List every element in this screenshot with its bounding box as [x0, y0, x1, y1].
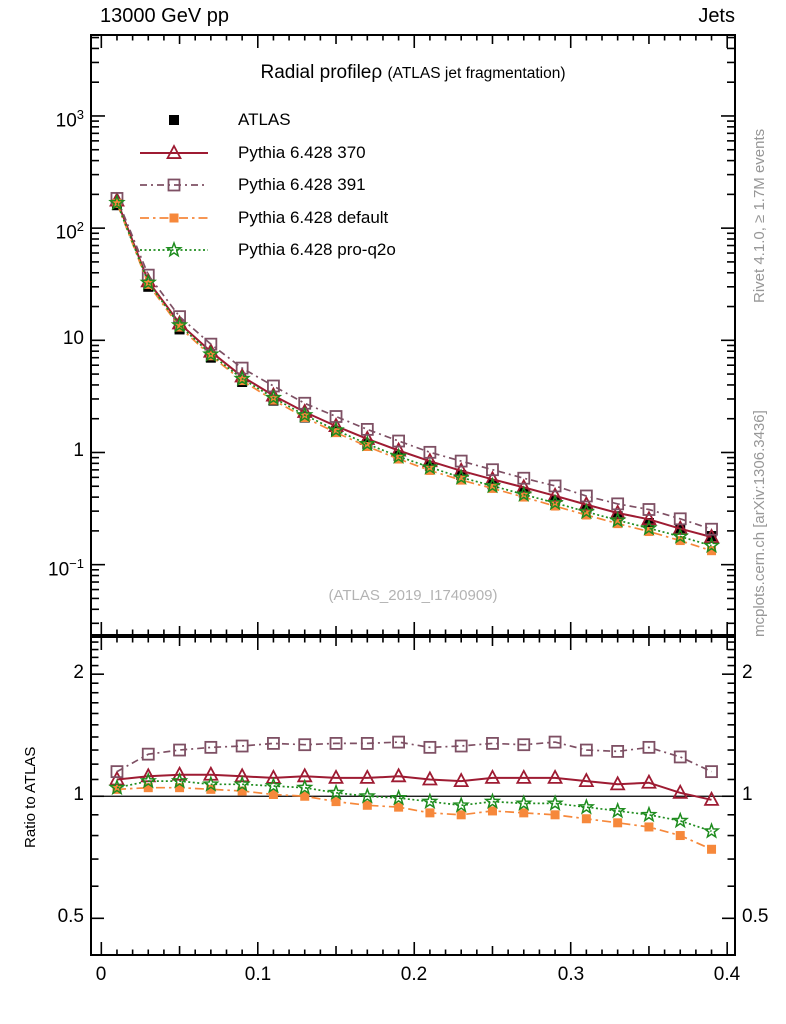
plot-title-note: (ATLAS jet fragmentation)	[387, 65, 566, 82]
ratio-y-tick-label-right: 2	[742, 662, 753, 683]
plot-title-main: Radial profileρ	[260, 62, 383, 83]
legend-marker-glyph	[169, 115, 179, 125]
series-pythia-6-428-default-ratio-points	[112, 783, 716, 854]
legend-label-pythia-6-428-370: Pythia 6.428 370	[238, 142, 366, 162]
series-pythia-6-428-370-ratio-point	[549, 771, 562, 783]
ratio-y-tick-label-left: 0.5	[57, 906, 84, 927]
series-pythia-6-428-pro-q2o-ratio-point	[611, 804, 624, 817]
series-pythia-6-428-default-ratio-line	[117, 788, 712, 850]
series-pythia-6-428-pro-q2o-ratio-point	[548, 796, 561, 809]
ratio-y-tick-label-left: 1	[73, 784, 84, 805]
legend-row-pythia-6-428-pro-q2o	[136, 234, 396, 267]
series-pythia-6-428-default-ratio-point	[425, 808, 434, 817]
legend-row-pythia-6-428-391	[136, 169, 396, 202]
series-pythia-6-428-pro-q2o-ratio-point	[392, 791, 405, 804]
ratio-y-tick-label-right: 1	[742, 784, 753, 805]
series-pythia-6-428-391-ratio-points	[111, 737, 717, 778]
series-pythia-6-428-391-ratio-point	[675, 751, 686, 762]
legend-label-pythia-6-428-default: Pythia 6.428 default	[238, 207, 389, 227]
series-pythia-6-428-default-ratio-point	[582, 814, 591, 823]
beam-energy-label: 13000 GeV pp	[100, 5, 229, 27]
series-pythia-6-428-391-ratio-point	[706, 766, 717, 777]
main-y-tick-label: $10^2$	[55, 219, 84, 244]
legend-row-pythia-6-428-370	[136, 137, 396, 170]
x-tick-label: 0.3	[557, 964, 585, 985]
rivet-version-note: Rivet 4.1.0, ≥ 1.7M events	[751, 128, 768, 303]
legend-marker-atlas	[136, 109, 212, 131]
series-pythia-6-428-370-ratio-point	[486, 771, 499, 783]
x-tick-label: 0.2	[400, 964, 428, 985]
series-pythia-6-428-default-ratio-point	[676, 831, 685, 840]
legend-marker-glyph	[167, 243, 180, 256]
analysis-id-watermark: (ATLAS_2019_I1740909)	[328, 587, 498, 604]
main-y-tick-label: $10^3$	[55, 107, 84, 132]
x-tick-label: 0	[95, 964, 107, 985]
series-pythia-6-428-default-ratio-point	[644, 822, 653, 831]
legend-row-atlas	[136, 104, 396, 137]
series-pythia-6-428-370-ratio-point	[517, 771, 530, 783]
plot-title	[91, 62, 735, 84]
series-pythia-6-428-pro-q2o-ratio-point	[298, 781, 311, 794]
x-tick-label: 0.1	[244, 964, 272, 985]
ratio-y-tick-label-right: 0.5	[742, 906, 769, 927]
legend-marker-pythia-6-428-pro-q2o	[136, 239, 212, 261]
legend-label-pythia-6-428-pro-q2o: Pythia 6.428 pro-q2o	[238, 240, 396, 260]
legend-row-pythia-6-428-default	[136, 202, 396, 235]
series-pythia-6-428-default-ratio-point	[707, 845, 716, 854]
series-pythia-6-428-default-ratio-point	[488, 806, 497, 815]
main-y-tick-label: 10	[62, 328, 84, 349]
series-pythia-6-428-pro-q2o-ratio-point	[580, 800, 593, 813]
legend-marker-glyph	[170, 213, 179, 222]
main-y-tick-label: 1	[73, 440, 84, 461]
legend-label-atlas: ATLAS	[238, 110, 291, 130]
series-pythia-6-428-default-ratio-point	[394, 803, 403, 812]
legend-marker-pythia-6-428-default	[136, 207, 212, 229]
ratio-y-tick-label-left: 2	[73, 662, 84, 683]
x-tick-label: 0.4	[713, 964, 741, 985]
mcplots-cite-note: mcplots.cern.ch [arXiv:1306.3436]	[751, 410, 768, 637]
series-pythia-6-428-default-ratio-point	[613, 818, 622, 827]
legend-marker-pythia-6-428-370	[136, 142, 212, 164]
ratio-axis-title: Ratio to ATLAS	[22, 746, 39, 848]
process-label: Jets	[698, 5, 735, 27]
legend	[136, 104, 396, 267]
legend-label-pythia-6-428-391: Pythia 6.428 391	[238, 175, 366, 195]
series-pythia-6-428-pro-q2o-ratio-point	[674, 814, 687, 827]
series-pythia-6-428-pro-q2o-ratio-point	[455, 798, 468, 811]
series-pythia-6-428-pro-q2o-ratio-point	[517, 796, 530, 809]
legend-marker-pythia-6-428-391	[136, 174, 212, 196]
series-pythia-6-428-default-ratio-point	[519, 808, 528, 817]
series-pythia-6-428-default-ratio-point	[457, 810, 466, 819]
main-y-tick-label: $10^{-1}$	[48, 556, 84, 581]
series-pythia-6-428-pro-q2o-ratio-point	[361, 789, 374, 802]
series-pythia-6-428-pro-q2o-ratio-point	[642, 808, 655, 821]
ratio-panel-series	[92, 737, 734, 854]
series-pythia-6-428-default-ratio-point	[551, 810, 560, 819]
